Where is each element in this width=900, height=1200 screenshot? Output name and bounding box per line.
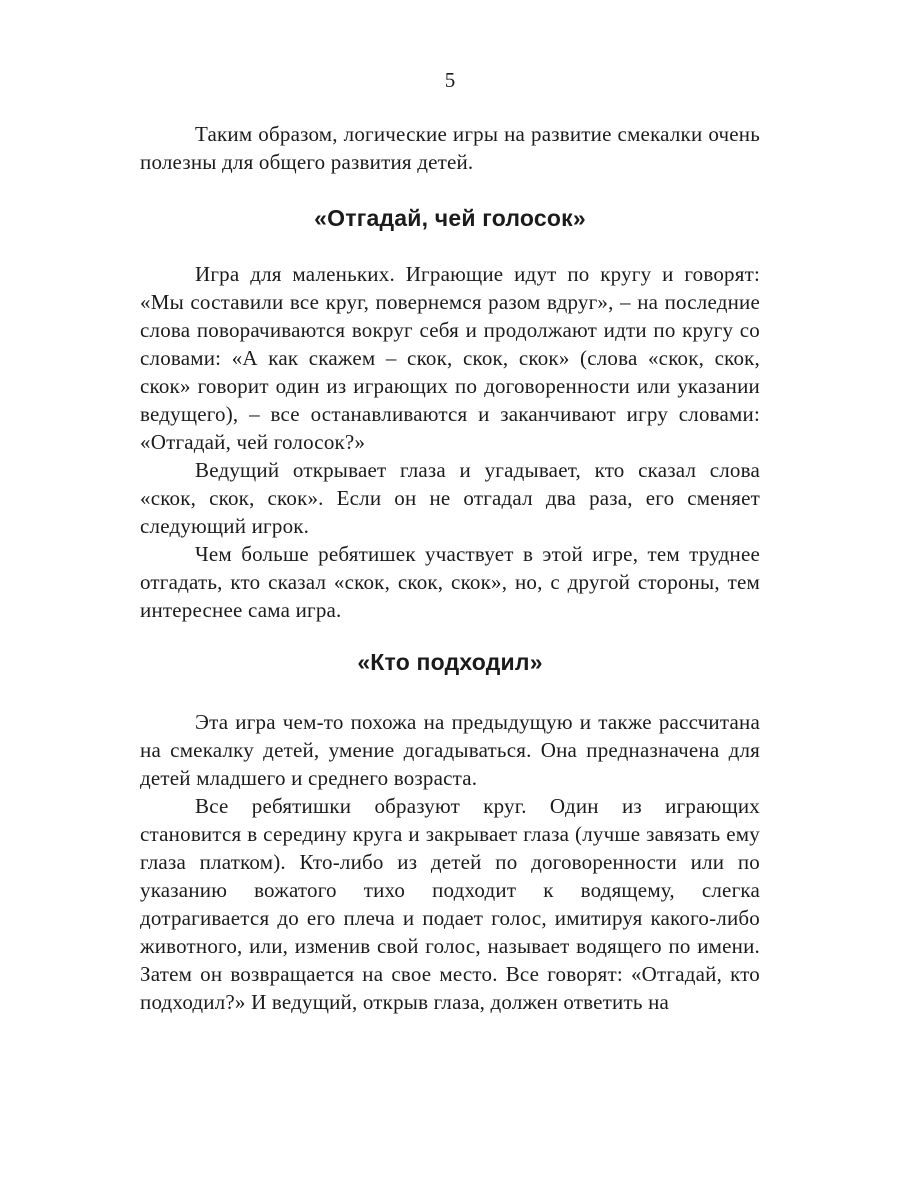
paragraph: Игра для маленьких. Играющие идут по кругу и говорят: «Мы составили все круг, повернемся разом вдруг», – на последние слова поворачиваются вокруг себя и продолжают идти по кругу со словами: «А как скажем – скок, скок, скок» (слова «скок, скок, скок» говорит один из играющих по договоренности или указании ведущего), – все останавливаются и заканчивают игру словами: «Отгадай, чей голосок?» [140, 262, 760, 454]
page-number: 5 [444, 68, 456, 92]
paragraph: Все ребятишки образуют круг. Один из играющих становится в середину круга и закрывает глаза (лучше завязать ему глаза платком). Кто-либо из детей по договоренности или по указанию вожатого тихо подходит к водящему, слегка дотрагивается до его плеча и подает голос, имитируя какого-либо животного, или, изменив свой голос, называет водящего по имени. Затем он возвращается на свое место. Все говорят: «Отгадай, кто подходил?» И ведущий, открыв глаза, должен ответить на [140, 794, 760, 1014]
section-heading-kto-podkhodil: «Кто подходил» [357, 649, 543, 675]
paragraph: Эта игра чем-то похожа на предыдущую и также рассчитана на смекалку детей, умение догадываться. Она предназначена для детей младшего и среднего возраста. [140, 710, 760, 790]
section-heading-otgaday-chey-golosok: «Отгадай, чей голосок» [314, 205, 586, 231]
paragraph: Ведущий открывает глаза и угадывает, кто сказал слова «скок, скок, скок». Если он не отгадал два раза, его сменяет следующий игрок. [140, 458, 760, 538]
paragraph: Чем больше ребятишек участвует в этой игре, тем труднее отгадать, кто сказал «скок, скок, скок», но, с другой стороны, тем интереснее сама игра. [140, 542, 760, 622]
book-page [140, 0, 760, 1016]
intro-paragraph: Таким образом, логические игры на развитие смекалки очень полезны для общего развития детей. [140, 122, 760, 174]
